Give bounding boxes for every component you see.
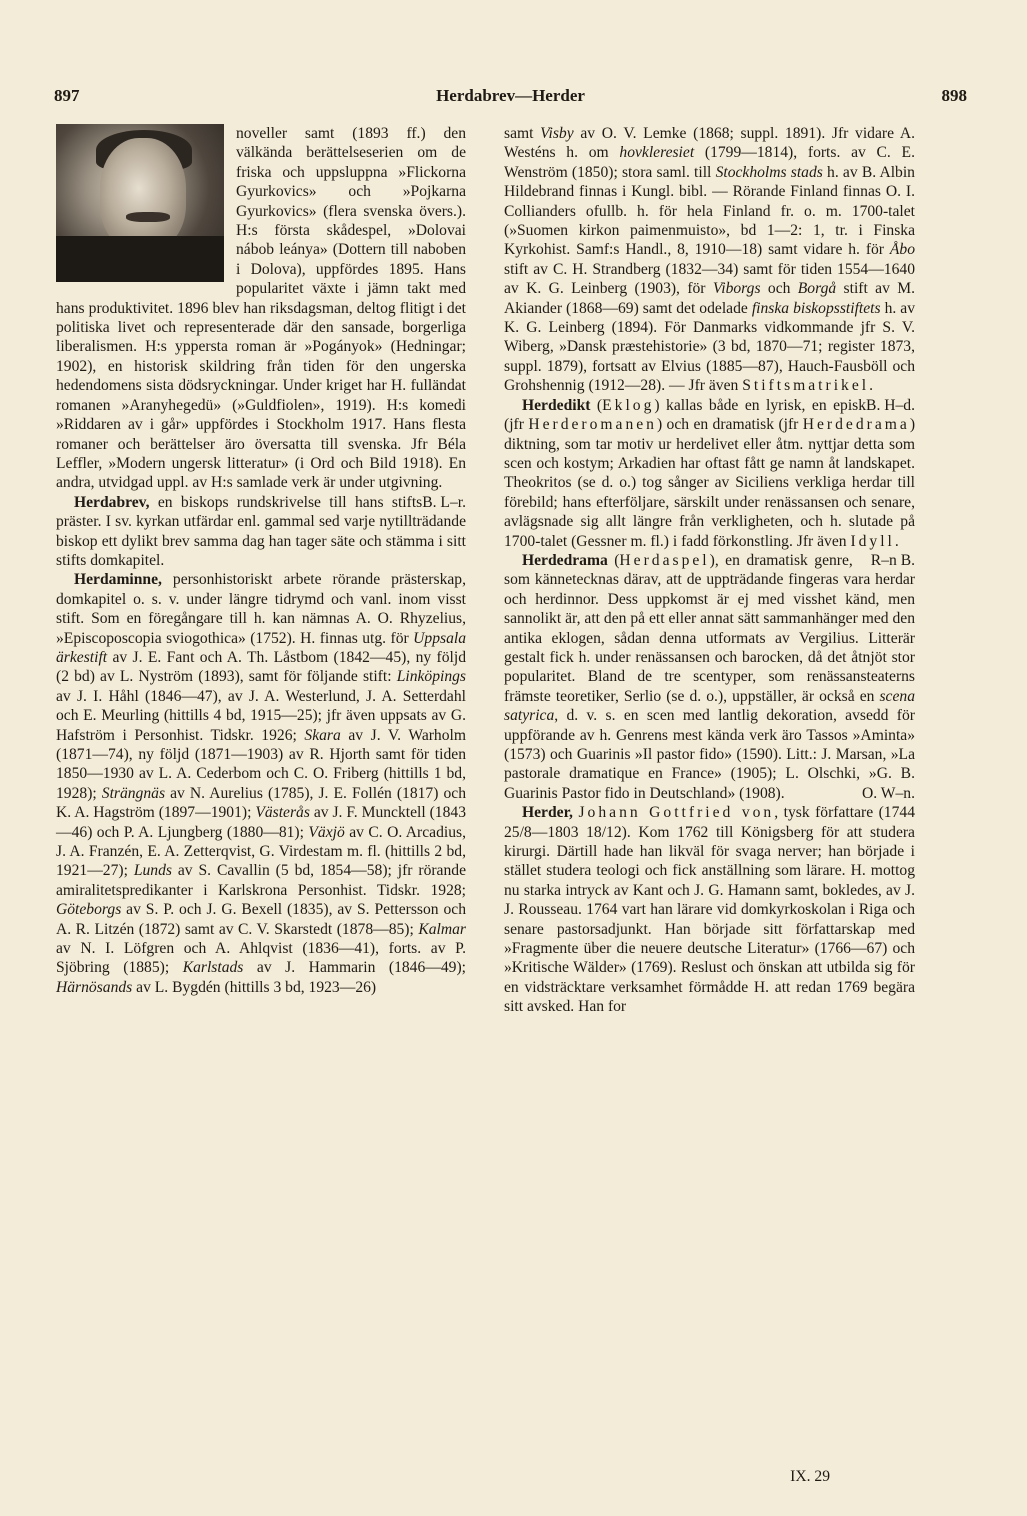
italic-run: Kalmar: [418, 920, 466, 938]
italic-run: Borgå: [797, 280, 837, 298]
italic-run: Stockholms stads: [715, 163, 823, 181]
entry-herder: [504, 803, 915, 1016]
italic-run: Härnösands: [56, 978, 133, 996]
text-run: (1799—1814), forts. av C. E. Wenström (1850); stora saml. till: [504, 144, 915, 181]
text-run: —1803: [531, 823, 587, 841]
text-run: av J. V. Warholm (1871—74), ny följd (1871—1903) av R. Hjorth samt för tiden 1850—1930 av L. A. Cederbom och C. O. Friberg (hittills 1 bd, 1928);: [56, 726, 466, 802]
author-signature: O. W–n.: [862, 784, 915, 802]
signature-mark: IX. 29: [790, 1468, 830, 1485]
text-run: av S. Cavallin (5 bd, 1854—58); jfr rörande amiralitetspredikanter i Karlskrona Personhist. Tidskr. 1928;: [56, 862, 466, 899]
text-run: h. av B. Albin Hildebrand finnas i Kungl. bibl. — Rörande Finland finnas O. I. Collianders ofullb. h. för hela Finland fr. o. m. 1700-talet (»Suomen kirkon paimenmuisto», bd 1—2: 1, tr. i Finska Kyrkohist. Samf:s Handl., 8, 1910—18) samt vidare h. för: [504, 163, 915, 259]
text-run: personhistoriskt arbete rörande prästerskap, domkapitel o. s. v. under längre tidrymd och vanl. inom visst stift. Som en föregångare till h. kan nämnas A. O. Rhyzelius, »Episcoposcopia sviogothica» (1752). H. finnas utg. för: [56, 571, 466, 647]
portrait-coat: [56, 236, 224, 282]
italic-run: Lunds: [133, 862, 172, 880]
entry-herdedrama: [504, 551, 915, 803]
spaced-run: Stiftsmatrikel: [742, 377, 870, 395]
date-fraction: 25/8: [504, 823, 532, 841]
text-run: , tysk författare (1744: [774, 804, 915, 822]
text-run: en biskops rundskrivelse till hans stifts präster. I sv. kyrkan utfärdar enl. gammal sed varje nytillträdande biskop ett dylikt brev samma dag han tager säte och stämma i sitt stifts domkapitel.: [56, 493, 466, 569]
text-run: ) diktning, som tar motiv ur herdelivet eller åtm. nyttjar detta som scen och kostym; Arkadien har oftast fått ge namn åt landskapet. Theokritos (se d. o.) tog sånger av Siciliens verkliga herdar till förebild; hans efterföljare, särskilt under renässansen och senare, avlägsnade sig allt längre från verkligheten, och h. slutade på 1700-talet (Gessner m. fl.) i fadd förkonstling. Jfr även: [504, 416, 916, 550]
text-run: (: [590, 396, 603, 414]
text-run: ) kallas både en lyrisk, en episk (jfr: [504, 396, 867, 434]
text-run: av J. E. Fant och A. Th. Låstbom (1842—45), ny följd (2 bd) av L. Nyström (1893), samt för följande stift:: [56, 648, 466, 686]
text-run: av C. O. Arcadius, J. A. Franzén, E. A. Zetterqvist, G. Virdestam m. fl. (hittills 2 bd, 1921—27);: [56, 823, 466, 880]
spaced-run: Johann Gottfried von: [578, 804, 775, 822]
text-run: noveller samt (1893 ff.) den välkända berättelseserien om de friska och uppsluppna »Flickorna Gyurkovics» och »Pojkarna Gyurkovics» (flera svenska övers.). H:s första skådespel, »Dolovai nábob leánya» (Dottern till naboben i Dolova), uppfördes 1895. Hans popularitet växte i jämn takt med hans produktivitet. 1896 blev han riksdagsman, deltog flitigt i det politiska livet och representerade där den sansade, borgerliga liberalismen. H:s yppersta roman är »Pogányok» (Hedningar; 1902), en historisk skildring från tiden för den ungerska hedendomens sista dödsryckningar. Under kriget har H. fulländat romanen »Aranyhegedü» (»Guldfiolen», 1919). H:s komedi »Riddaren av i går» uppfördes i Stockholm 1917. Hans flesta romaner och berättelser äro översatta till svenska. Jfr Béla Leffler, »Modern ungersk litteratur» (i Ord och Bild 1918). En andra, utvidgad uppl. av H:s samlade verk är under utgivning.: [56, 125, 466, 492]
text-run: och: [760, 280, 798, 298]
text-run: stift av M. Akiander (1868—69) samt det odelade: [504, 280, 916, 317]
text-run: av J. F. Muncktell (1843—46) och P. A. Ljungberg (1880—81);: [56, 804, 466, 841]
italic-run: hovkleresiet: [619, 144, 695, 162]
text-run: , d. v. s. en scen med lantlig dekoration, avsedd för uppförande av h. Genrens mest kända verk äro Tassos »Aminta» (1573) och Guarinis »Il pastor fido» (1590). Litt.: J. Marsan, »La pastorale dramatique en France» (1905); L. Olschki, »G. B. Guarinis Pastor fido in Deutschland» (1908).: [504, 707, 915, 802]
left-column: [56, 124, 466, 997]
text-run: av N. Aurelius (1785), J. E. Follén (1817) och K. A. Hagström (1897—1901);: [56, 784, 466, 822]
author-signature: R–n B.: [870, 551, 915, 569]
text-run: .: [894, 532, 899, 550]
italic-run: Linköpings: [396, 668, 466, 686]
headword: Herdedikt: [522, 396, 591, 414]
italic-run: scena satyrica: [504, 687, 915, 725]
page-number-left: 897: [54, 86, 80, 105]
running-title: Herdabrev—Herder: [436, 86, 585, 105]
running-header: [54, 86, 967, 116]
spaced-run: Idyll: [850, 532, 895, 550]
right-column: [504, 124, 915, 1017]
italic-run: Göteborgs: [56, 901, 122, 919]
italic-run: Åbo: [889, 241, 915, 259]
date-fraction: 18/12: [586, 823, 622, 841]
headword: Herder,: [522, 804, 573, 822]
text-run: av J. Hammarin (1846—49);: [243, 959, 466, 977]
text-run: ). Kom 1762 till Königsberg för att studera kirurgi. Därtill hade han likväl för svaga nerver; han började i stället studera teologi och fick anställning som lärare. H. mottog nu starka intryck av Kant och J. G. Hamann samt, bokledes, av J. J. Rousseau. 1764 vart han lärare vid domkyrkoskolan i Riga och senare pastorsadjunkt. Han började sitt författarskap med »Fragmente über die neuere deutsche Literatur» (1766—67) och »Kritische Wälder» (1769). Reslust och önskan att utbilda sig för en vidsträcktare verksamhet förmådde H. att redan 1769 begära sitt avsked. Han for: [504, 823, 915, 1016]
headword: Herdedrama: [522, 551, 608, 569]
text-run: stift av C. H. Strandberg (1832—34) samt för tiden 1554—1640 av K. G. Leinberg (1903), för: [504, 260, 915, 298]
portrait-moustache: [126, 212, 170, 222]
italic-run: Visby: [540, 125, 574, 142]
italic-run: Skara: [304, 726, 341, 744]
text-run: av L. Bygdén (hittills 3 bd, 1923—26): [132, 978, 377, 996]
text-run: av J. I. Håhl (1846—47), av J. A. Westerlund, J. A. Setterdahl och E. Meurling (hittills 4 bd, 1915—25); jfr även uppsats av G. Hafström i Personhist. Tidskr. 1926;: [56, 687, 466, 744]
italic-run: Växjö: [308, 823, 345, 841]
spaced-run: Eklog: [602, 396, 655, 414]
spaced-run: Herdedrama: [802, 416, 910, 434]
text-run: av N. I. Löfgren och A. Ahlqvist (1836—41), forts. av P. Sjöbring (1885);: [56, 940, 466, 977]
text-run: h. av K. G. Leinberg (1894). För Danmarks vidkommande jfr S. V. Wiberg, »Dansk præstehistorie» (3 bd, 1870—71; register 1873, suppl. 1879), fortsatt av Elvius (1885—87), Hauch-Fausböll och Grohshennig (1912—28). — Jfr även: [504, 299, 916, 395]
text-run: (: [607, 551, 620, 569]
italic-run: Karlstads: [182, 959, 244, 977]
spaced-run: Herderomanen: [528, 416, 657, 434]
italic-run: Viborgs: [712, 280, 761, 298]
spaced-run: Herdaspel: [619, 551, 710, 569]
headword: Herdabrev,: [74, 493, 150, 511]
text-run: av S. P. och J. G. Bexell (1835), av S. Pettersson och A. R. Litzén (1872) samt av C. V. Skarstedt (1878—85);: [56, 901, 466, 938]
text-run: ), en dramatisk genre, som kännetecknas därav, att de uppträdande fingeras vara herdar och herdinnor. Dess uppkomst är ej med visshet känd, men sannolikt är, att den på ett eller annat sätt sammanhänger med den antika eklogen, sådan denna utformats av Vergilius. Litterär gestalt fick h. under renässansen och barocken, då det åtnjöt stor popularitet. Bland de tre scentyper, som renässansteaterns främste teoretiker, Serlio (se d. o.), uppställer, är också en: [504, 551, 915, 705]
text-run: av O. V. Lemke (1868; suppl. 1891). Jfr vidare A. Westéns h. om: [504, 125, 916, 162]
author-signature: B. H–d.: [866, 396, 915, 414]
page-number-right: 898: [941, 86, 967, 105]
portrait-face: [100, 138, 186, 250]
entry-herdaminne: [56, 570, 466, 997]
headword: Herdaminne,: [74, 571, 162, 589]
italic-run: Uppsala ärkestift: [56, 629, 466, 666]
italic-run: Strängnäs: [101, 784, 166, 802]
text-run: ) och en dramatisk (jfr: [656, 416, 803, 434]
entry-herdabrev: [56, 493, 466, 571]
text-run: samt: [504, 125, 541, 142]
author-signature: B. L–r.: [422, 493, 466, 511]
text-run: .: [869, 377, 873, 395]
italic-run: finska biskopsstiftets: [751, 299, 881, 317]
italic-run: Västerås: [255, 804, 310, 822]
portrait-photo: [56, 124, 224, 282]
